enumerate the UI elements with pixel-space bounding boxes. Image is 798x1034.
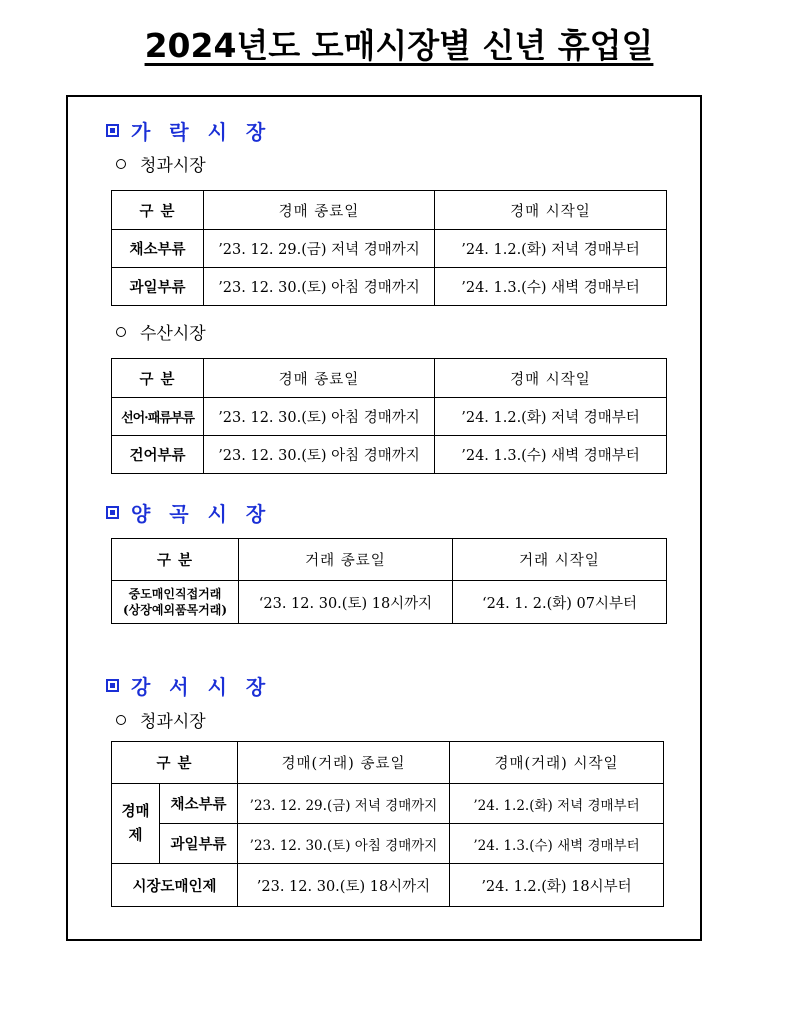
- gangseo-produce-subheading: 청과시장: [114, 707, 206, 732]
- row-end-date: ’23. 12. 30.(토) 아침 경매까지: [204, 436, 435, 474]
- garak-produce-subheading: 청과시장: [114, 151, 206, 176]
- table-row: [112, 268, 667, 306]
- col-header-category: 구 분: [112, 539, 239, 581]
- table-header-row: [112, 359, 667, 398]
- col-header-end-date: 거래 종료일: [239, 539, 453, 581]
- table-row: [112, 824, 664, 864]
- row-start-date: ’24. 1.3.(수) 새벽 경매부터: [435, 436, 667, 474]
- col-header-category: 구 분: [112, 742, 238, 784]
- table-row: [112, 864, 664, 907]
- row-start-date: ’24. 1.2.(화) 저녁 경매부터: [435, 230, 667, 268]
- yanggok-table: [111, 538, 667, 624]
- col-header-end-date: 경매 종료일: [204, 359, 435, 398]
- row-category-line2: (상장예외품목거래): [122, 603, 228, 617]
- row-start-date: ’24. 1.3.(수) 새벽 경매부터: [435, 268, 667, 306]
- document-title: 2024년도 도매시장별 신년 휴업일: [144, 26, 654, 65]
- gangseo-market-heading: 강 서 시 장: [106, 671, 271, 700]
- square-bullet-icon: [106, 506, 119, 519]
- table-header-row: [112, 191, 667, 230]
- row-category: 채소부류: [160, 784, 238, 824]
- row-end-date: ‘23. 12. 30.(토) 18시까지: [239, 581, 453, 624]
- table-row: [112, 581, 667, 624]
- garak-produce-table: [111, 190, 667, 306]
- col-header-end-date: 경매 종료일: [204, 191, 435, 230]
- row-category: 과일부류: [160, 824, 238, 864]
- table-header-row: [112, 539, 667, 581]
- row-category: 선어·패류부류: [112, 398, 204, 436]
- auction-system-label-line2: 제: [128, 826, 143, 844]
- col-header-start-date: 경매 시작일: [435, 191, 667, 230]
- row-start-date: ’24. 1.3.(수) 새벽 경매부터: [450, 824, 664, 864]
- row-category: [112, 581, 239, 624]
- table-row: [112, 398, 667, 436]
- table-row: [112, 784, 664, 824]
- row-category: 시장도매인제: [112, 864, 238, 907]
- col-header-category: 구 분: [112, 191, 204, 230]
- square-bullet-icon: [106, 124, 119, 137]
- row-start-date: ‘24. 1. 2.(화) 07시부터: [453, 581, 667, 624]
- table-row: [112, 230, 667, 268]
- col-header-start-date: 경매 시작일: [435, 359, 667, 398]
- square-bullet-icon: [106, 679, 119, 692]
- row-category: 과일부류: [112, 268, 204, 306]
- row-end-date: ’23. 12. 30.(토) 아침 경매까지: [204, 398, 435, 436]
- circle-bullet-icon: [116, 715, 126, 725]
- row-end-date: ’23. 12. 30.(토) 18시까지: [238, 864, 450, 907]
- row-end-date: ’23. 12. 30.(토) 아침 경매까지: [238, 824, 450, 864]
- row-start-date: ’24. 1.2.(화) 18시부터: [450, 864, 664, 907]
- row-start-date: ’24. 1.2.(화) 저녁 경매부터: [450, 784, 664, 824]
- row-end-date: ’23. 12. 29.(금) 저녁 경매까지: [238, 784, 450, 824]
- col-header-start-date: 경매(거래) 시작일: [450, 742, 664, 784]
- col-header-end-date: 경매(거래) 종료일: [238, 742, 450, 784]
- row-start-date: ’24. 1.2.(화) 저녁 경매부터: [435, 398, 667, 436]
- garak-market-heading: 가 락 시 장: [106, 116, 271, 145]
- gangseo-produce-table: [111, 741, 664, 907]
- garak-seafood-table: [111, 358, 667, 474]
- row-end-date: ’23. 12. 30.(토) 아침 경매까지: [204, 268, 435, 306]
- col-header-start-date: 거래 시작일: [453, 539, 667, 581]
- garak-seafood-subheading: 수산시장: [114, 319, 206, 344]
- yanggok-market-heading: 양 곡 시 장: [106, 498, 271, 527]
- col-header-category: 구 분: [112, 359, 204, 398]
- table-header-row: [112, 742, 664, 784]
- table-row: [112, 436, 667, 474]
- circle-bullet-icon: [116, 327, 126, 337]
- row-category: 채소부류: [112, 230, 204, 268]
- auction-system-label: [112, 784, 160, 864]
- row-category: 건어부류: [112, 436, 204, 474]
- row-category-line1: 중도매인직접거래: [128, 587, 222, 601]
- auction-system-label-line1: 경매: [121, 802, 150, 820]
- circle-bullet-icon: [116, 159, 126, 169]
- row-end-date: ’23. 12. 29.(금) 저녁 경매까지: [204, 230, 435, 268]
